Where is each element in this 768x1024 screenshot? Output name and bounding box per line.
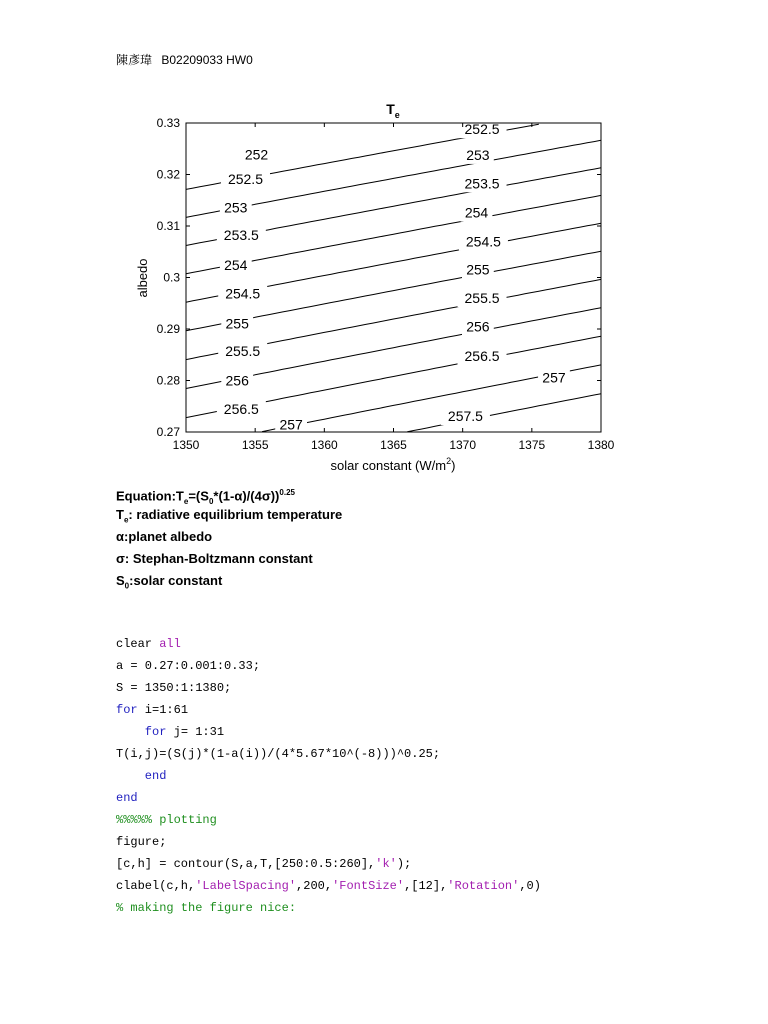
contour-label: 256 bbox=[225, 372, 249, 389]
contour-label: 255 bbox=[225, 315, 249, 332]
contour-label: 252.5 bbox=[227, 171, 264, 188]
contour-label: 252 bbox=[244, 146, 269, 163]
code-line: %%%%% plotting bbox=[116, 813, 217, 827]
contour-label: 253.5 bbox=[464, 175, 500, 192]
code-line: for j= 1:31 bbox=[116, 725, 225, 739]
chart-title: $T_e$ bbox=[386, 101, 400, 120]
contour-label: 256.5 bbox=[464, 347, 500, 364]
x-tick-label: 1350 bbox=[172, 438, 200, 452]
y-tick-label: 0.28 bbox=[156, 373, 180, 388]
y-axis-label: albedo bbox=[135, 258, 150, 298]
contour-label: 253 bbox=[466, 146, 490, 163]
contour-label: 257.5 bbox=[447, 408, 483, 425]
te-definition: $T_e$: radiative equilibrium temperature bbox=[116, 507, 343, 525]
contour-label: 255.5 bbox=[225, 343, 261, 360]
contour-label: 252.5 bbox=[464, 121, 500, 138]
page-header bbox=[116, 51, 253, 68]
x-tick-label: 1380 bbox=[587, 438, 615, 452]
code-line: for i=1:61 bbox=[116, 703, 189, 717]
x-tick-label: 1355 bbox=[241, 438, 269, 452]
contour-line-257.5 bbox=[407, 394, 601, 432]
student-id: B02209033 HW0 bbox=[161, 53, 253, 67]
contour-label: 256 bbox=[466, 318, 490, 335]
code-line: end bbox=[116, 769, 167, 783]
code-line: T(i,j)=(S(j)*(1-a(i))/(4*5.67*10^(-8)))^0.25; bbox=[116, 747, 441, 761]
y-tick-label: 0.27 bbox=[156, 425, 180, 439]
author-name: 陳彥瑋 bbox=[116, 53, 153, 67]
x-tick-label: 1370 bbox=[449, 438, 477, 452]
contour-label: 253 bbox=[224, 199, 248, 216]
y-tick-label: 0.29 bbox=[156, 322, 180, 336]
contour-label: 253.5 bbox=[223, 226, 259, 243]
code-line: a = 0.27:0.001:0.33; bbox=[116, 659, 261, 673]
contour-label: 256.5 bbox=[223, 400, 259, 417]
contour-label: 255.5 bbox=[464, 290, 500, 307]
contour-label: 257 bbox=[279, 416, 303, 433]
contour-label: 255 bbox=[466, 261, 490, 278]
y-tick-label: 0.3 bbox=[163, 270, 180, 285]
sigma-definition: σ: Stephan-Boltzmann constant bbox=[116, 551, 313, 566]
code-line: end bbox=[116, 791, 138, 805]
contour-labels bbox=[217, 120, 570, 433]
x-tick-label: 1360 bbox=[310, 438, 338, 452]
code-line: clear all bbox=[116, 637, 181, 651]
contour-chart bbox=[120, 92, 630, 487]
code-line: figure; bbox=[116, 835, 167, 849]
y-tick-label: 0.32 bbox=[156, 167, 180, 182]
x-axis-label: solar constant $(W/m^2)$ bbox=[330, 456, 456, 473]
code-line: [c,h] = contour(S,a,T,[250:0.5:260],'k'); bbox=[116, 857, 412, 871]
contour-label: 254.5 bbox=[465, 233, 501, 250]
matlab-code-block bbox=[116, 633, 541, 919]
code-line: S = 1350:1:1380; bbox=[116, 681, 232, 695]
alpha-definition: α:planet albedo bbox=[116, 529, 213, 544]
y-tick-label: 0.33 bbox=[156, 116, 180, 130]
contour-label: 257 bbox=[542, 369, 566, 386]
contour-label: 254.5 bbox=[225, 285, 261, 302]
code-line: % making the figure nice: bbox=[116, 901, 297, 915]
contour-label: 254 bbox=[464, 204, 489, 221]
y-tick-label: 0.31 bbox=[156, 219, 180, 233]
x-tick-label: 1365 bbox=[380, 438, 407, 452]
contour-label: 254 bbox=[224, 257, 248, 274]
code-line: clabel(c,h,'LabelSpacing',200,'FontSize',[12],'Rotation',0) bbox=[116, 879, 541, 893]
x-tick-label: 1375 bbox=[518, 438, 546, 452]
equation-line: $Equation:T_e=(S_0*(1-\alpha)/(4\sigma))^{0.25}$ bbox=[116, 488, 295, 506]
s0-definition: $S_0:solar$ constant bbox=[116, 573, 223, 591]
